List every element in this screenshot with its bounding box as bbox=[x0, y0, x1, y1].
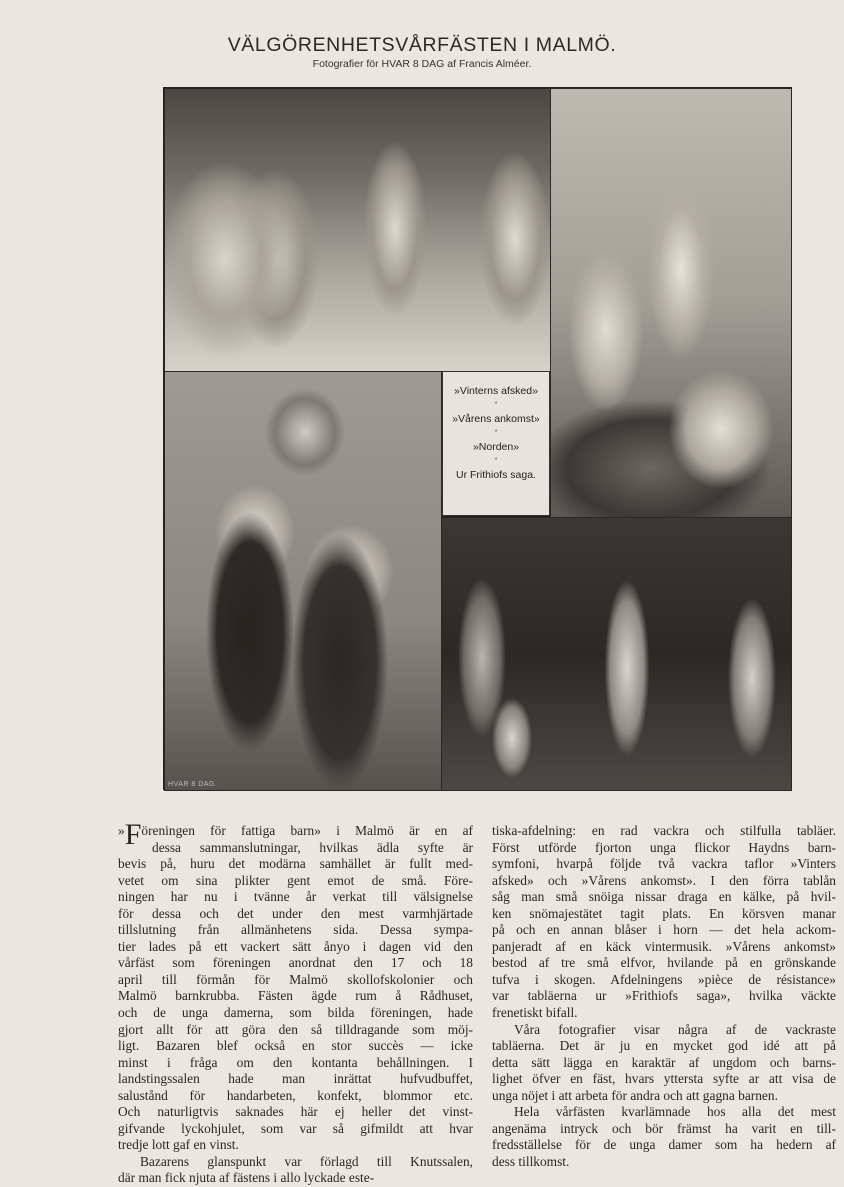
photo-vinterns-afsked bbox=[164, 88, 551, 372]
text-line: såg man små snöiga nissar draga en kälke, på hvil- bbox=[492, 889, 836, 905]
text-line: frenetiskt bifall. bbox=[492, 1005, 578, 1021]
text-line: lighet öfver en fäst, hvars yttersta syfte ar att visa de bbox=[492, 1071, 836, 1087]
text-line: dessa sammanslutningar, hvilkas ädla syfte är bbox=[152, 839, 473, 855]
text-line: Våra fotografier visar några af de vackraste bbox=[514, 1021, 836, 1037]
text-line: tabläerna. Det är ju en mycket god idé att på bbox=[492, 1038, 836, 1054]
text-line: angenäma intryck och bör främst ha varit en till- bbox=[492, 1120, 836, 1136]
caption-box bbox=[442, 371, 550, 516]
text-line: gjort allt för att göra den så tilldragande som möj- bbox=[118, 1021, 473, 1037]
caption-separator: * bbox=[494, 428, 498, 437]
caption-separator: * bbox=[494, 400, 498, 409]
article-column-left bbox=[118, 818, 473, 1187]
text-line: var tabläerna ur »Frithiofs saga», hvilka väckte bbox=[492, 988, 836, 1004]
text-line: minst i fråga om den kontanta behållningen. I bbox=[118, 1054, 473, 1070]
caption-item: »Vårens ankomst» bbox=[452, 413, 540, 425]
text-line: ligt. Bazaren blef också en stor succès — icke bbox=[118, 1038, 473, 1054]
article-title: VÄLGÖRENHETSVÅRFÄSTEN I MALMÖ. bbox=[227, 34, 617, 56]
caption-separator: * bbox=[494, 456, 498, 465]
caption-item: »Vinterns afsked» bbox=[454, 385, 538, 397]
text-line: detta sätt lägga en karaktär af ungdom och barns- bbox=[492, 1054, 836, 1070]
text-line: landstingssalen hade man inrättat hufvudbuffet, bbox=[118, 1071, 473, 1087]
text-line: »Föreningen för fattiga barn» i Malmö är en af bbox=[118, 818, 473, 851]
text-line: unga nöjet i att arbeta för andra och att gagna barnen. bbox=[492, 1087, 778, 1103]
text-line: tier lades på ett vackert sätt ånyo i dagen vid den bbox=[118, 938, 473, 954]
photo-credit-subtitle: Fotografier för HVAR 8 DAG af Francis Alméer. bbox=[312, 58, 532, 70]
text-line: på och en annan blåser i horn — det hela ackom- bbox=[492, 922, 836, 938]
text-line: symfoni, hvarpå följde två vackra taflor »Vinters bbox=[492, 856, 836, 872]
text-line: ningen har nu i tvänne år verkat till välsignelse bbox=[118, 889, 473, 905]
photo-collage bbox=[163, 87, 792, 790]
text-line: tufva i skogen. Afdelningens »pièce de résistance» bbox=[492, 971, 836, 987]
text-line: Först utförde fjorton unga flickor Haydns barn- bbox=[492, 839, 836, 855]
text-line: fredsställelse för de unga damer som ha hedern af bbox=[492, 1137, 836, 1153]
photo-credit-mark: HVAR 8 DAG. bbox=[168, 781, 218, 788]
text-line: bevis på, huru det modärna samhället är fullt med- bbox=[118, 856, 473, 872]
text-line: vårfäst som föreningen anordnat den 17 och 18 bbox=[118, 955, 473, 971]
photo-varens-ankomst bbox=[550, 88, 792, 518]
article-column-right bbox=[492, 823, 836, 1170]
text-line: gifvande lyckohjulet, som var så gifmildt att hvar bbox=[118, 1120, 473, 1136]
caption-item: Ur Frithiofs saga. bbox=[456, 469, 536, 481]
text-line: och de unga damerna, som bilda föreningen, hade bbox=[118, 1005, 473, 1021]
photo-norden bbox=[164, 371, 442, 791]
caption-item: »Norden» bbox=[472, 441, 520, 453]
text-line: för dessa och det under den mest varmhjärtade bbox=[118, 905, 473, 921]
text-line: Hela vårfästen kvarlämnade hos alla det mest bbox=[514, 1104, 836, 1120]
text-line: panjeradt af en käck vintermusik. »Vårens ankomst» bbox=[492, 938, 836, 954]
text-line: där man fick njuta af fästens i allo lyckade este- bbox=[118, 1170, 375, 1186]
text-line: ken snömajestätet tagit plats. En körsven manar bbox=[492, 905, 836, 921]
text-line: tredje lott gaf en vinst. bbox=[118, 1137, 239, 1153]
photo-frithiofs-saga bbox=[441, 517, 792, 791]
text-line: Malmö barnkrubba. Fästen ägde rum å Rådhuset, bbox=[118, 988, 473, 1004]
text-line: april till förmån för Malmö skollofskolonier och bbox=[118, 971, 473, 987]
text-line: afsked» och »Vårens ankomst». I den förra tablån bbox=[492, 872, 836, 888]
text-line: Bazarens glanspunkt var förlagd till Knutssalen, bbox=[140, 1153, 473, 1169]
text-line: tillslutning från allmänhetens sida. Dessa sympa- bbox=[118, 922, 473, 938]
text-line: bestod af tre små elfvor, hvilande på en grönskande bbox=[492, 955, 836, 971]
drop-cap: F bbox=[124, 818, 142, 851]
text-line: vetet om sina plikter gent emot de små. Före- bbox=[118, 872, 473, 888]
text-line: Och naturligtvis saknades här ej heller det vinst- bbox=[118, 1104, 473, 1120]
text-line: dess tillkomst. bbox=[492, 1153, 570, 1169]
text-line: salustånd för handarbeten, konfekt, blommor etc. bbox=[118, 1087, 473, 1103]
text-line: tiska-afdelning: en rad vackra och stilfulla tabläer. bbox=[492, 823, 836, 838]
